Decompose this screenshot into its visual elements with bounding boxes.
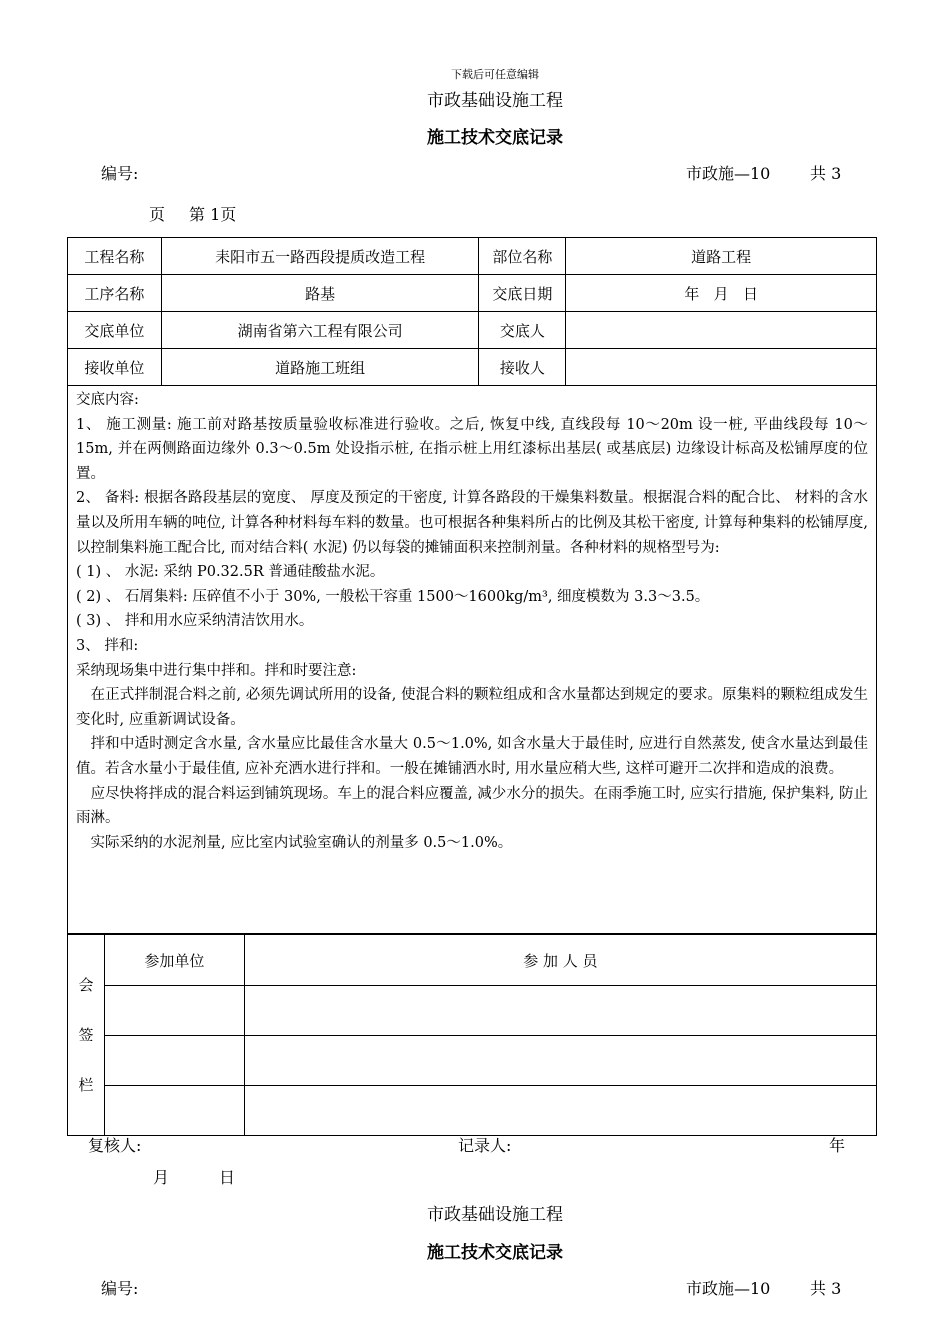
org-title-repeat: 市政基础设施工程: [427, 1205, 563, 1225]
people-cell: [244, 1036, 876, 1086]
total-pages: 共 3: [810, 164, 842, 183]
participants-header: 参 加 人 员: [244, 935, 876, 986]
handover-date-value: 年 月 日: [566, 275, 877, 312]
content-paragraph: 实际采纳的水泥剂量, 应比室内试验室确认的剂量多 0.5～1.0%。: [90, 834, 513, 851]
recorder-label: 记录人:: [458, 1136, 512, 1155]
total-pages-repeat: 共 3: [810, 1279, 842, 1298]
project-name-value: 耒阳市五一路西段提质改造工程: [161, 238, 479, 275]
day-label: 日: [219, 1168, 236, 1187]
content-paragraph: 3、 拌和:: [76, 637, 139, 654]
process-name-label: 工序名称: [68, 275, 162, 312]
doc-title: 施工技术交底记录: [427, 128, 563, 148]
reviewer-label: 复核人:: [88, 1136, 142, 1155]
unit-cell: [104, 986, 244, 1036]
handover-person-value: [566, 312, 877, 349]
content-paragraph: 应尽快将拌成的混合料运到铺筑现场。车上的混合料应覆盖, 减少水分的损失。在雨季施工时, 应实行措施, 保护集料, 防止雨淋。: [76, 785, 868, 827]
people-cell: [244, 1086, 876, 1136]
receiver-label: 接收人: [479, 349, 566, 386]
process-name-value: 路基: [161, 275, 479, 312]
table-row: [68, 1036, 877, 1086]
side-char: 会: [78, 976, 94, 994]
handover-unit-label: 交底单位: [68, 312, 162, 349]
receiver-value: [566, 349, 877, 386]
project-name-label: 工程名称: [68, 238, 162, 275]
section-name-label: 部位名称: [479, 238, 566, 275]
page-cont: 页: [149, 205, 166, 224]
signature-side-label: [68, 935, 105, 1136]
content-paragraph: 拌和中适时测定含水量, 含水量应比最佳含水量大 0.5～1.0%, 如含水量大于最佳时, 应进行自然蒸发, 使含水量达到最佳值。若含水量小于最佳值, 应补充洒水进行拌和。一般在摊铺洒水时, 用水量应稍大些, 这样可避开二次拌和造成的浪费。: [76, 736, 868, 777]
unit-cell: [104, 1036, 244, 1086]
content-paragraph: ( 3) 、 拌和用水应采纳清洁饮用水。: [76, 613, 314, 630]
content-paragraph: 2、 备料: 根据各路段基层的宽度、 厚度及预定的干密度, 计算各路段的干燥集料数量。根据混合料的配合比、 材料的含水量以及所用车辆的吨位, 计算各种材料每车料的数量。也可根据各种集料所占的比例及其松干密度, 计算每种集料的松铺厚度, 以控制集料施工配合比, 而对结合料( 水泥) 仍以每袋的摊铺面积来控制剂量。各种材料的规格型号为:: [76, 490, 868, 556]
table-row: [68, 238, 877, 275]
unit-cell: [104, 1086, 244, 1136]
table-row: [68, 986, 877, 1036]
org-title: 市政基础设施工程: [427, 91, 563, 111]
watermark: 下载后可任意编辑: [451, 68, 539, 81]
receiving-unit-value: 道路施工班组: [161, 349, 479, 386]
form-code-repeat: 市政施—10: [686, 1279, 771, 1298]
content-paragraph: 采纳现场集中进行集中拌和。拌和时要注意:: [76, 662, 357, 679]
table-row: [68, 349, 877, 386]
participating-unit-header: 参加单位: [104, 935, 244, 986]
content-paragraph: ( 2) 、 石屑集料: 压碎值不小于 30%, 一般松干容重 1500～1600kg/m³, 细度模数为 3.3～3.5。: [76, 588, 710, 605]
content-paragraph: 1、 施工测量: 施工前对路基按质量验收标准进行验收。之后, 恢复中线, 直线段每 10～20m 设一桩, 平曲线段每 10～15m, 并在两侧路面边缘外 0.3～0.5m 处设指示桩, 在指示桩上用红漆标出基层( 或基底层) 边缘设计标高及松铺厚度的位置。: [76, 416, 868, 482]
month-label: 月: [153, 1168, 170, 1187]
signature-table: [67, 934, 877, 1136]
table-row: [68, 935, 877, 986]
side-char: 签: [78, 1026, 94, 1044]
people-cell: [244, 986, 876, 1036]
form-code: 市政施—10: [686, 164, 771, 183]
content-paragraph: ( 1) 、 水泥: 采纳 P0.32.5R 普通硅酸盐水泥。: [76, 564, 385, 581]
handover-content-box: [67, 386, 877, 934]
number-label-repeat: 编号:: [101, 1279, 139, 1298]
section-name-value: 道路工程: [566, 238, 877, 275]
handover-date-label: 交底日期: [479, 275, 566, 312]
table-row: [68, 275, 877, 312]
doc-title-repeat: 施工技术交底记录: [427, 1243, 563, 1263]
table-row: [68, 1086, 877, 1136]
project-info-table: [67, 237, 877, 386]
year-label: 年: [829, 1136, 846, 1155]
receiving-unit-label: 接收单位: [68, 349, 162, 386]
side-char: 栏: [78, 1076, 94, 1094]
page-number: 第 1页: [189, 205, 237, 224]
content-paragraph: 在正式拌制混合料之前, 必须先调试所用的设备, 使混合料的颗粒组成和含水量都达到规定的要求。原集料的颗粒组成发生变化时, 应重新调试设备。: [76, 687, 868, 728]
table-row: [68, 312, 877, 349]
handover-person-label: 交底人: [479, 312, 566, 349]
number-label: 编号:: [101, 164, 139, 183]
content-heading: 交底内容:: [76, 392, 139, 408]
handover-unit-value: 湖南省第六工程有限公司: [161, 312, 479, 349]
